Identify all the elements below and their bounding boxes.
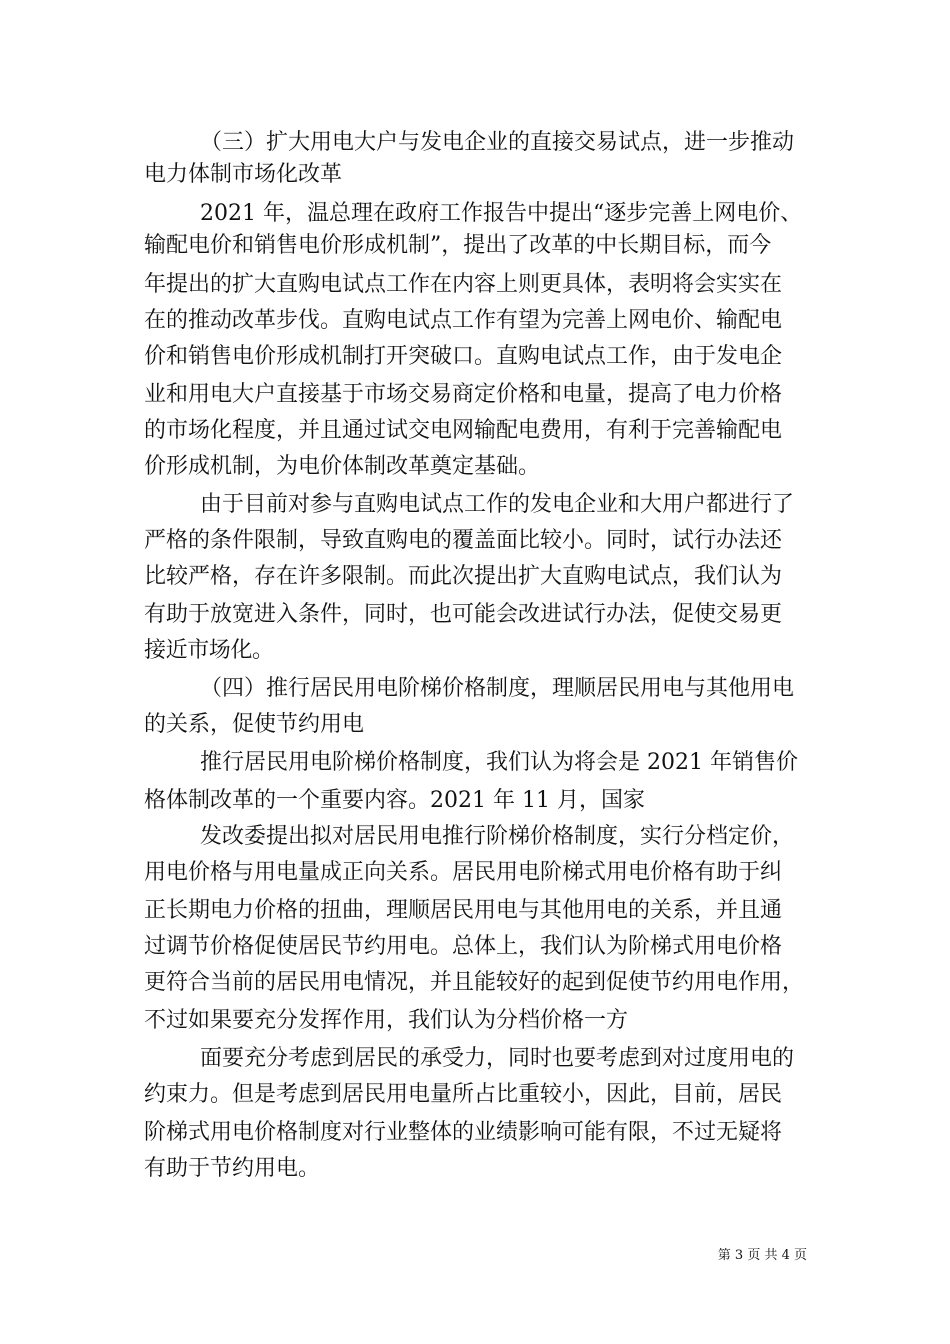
text-line: 价和销售电价形成机制打开突破口。直购电试点工作，由于发电企: [144, 344, 783, 369]
page-footer: 第 3 页 共 4 页: [717, 1248, 807, 1263]
text-line: 有助于放宽进入条件，同时，也可能会改进试行办法，促使交易更: [144, 602, 783, 627]
text-line: 阶梯式用电价格制度对行业整体的业绩影响可能有限，不过无疑将: [144, 1120, 783, 1145]
text-line: 业和用电大户直接基于市场交易商定价格和电量，提高了电力价格: [144, 382, 783, 407]
text-line: 输配电价和销售电价形成机制”，提出了改革的中长期目标，而今: [144, 233, 772, 258]
text-line: （四）推行居民用电阶梯价格制度，理顺居民用电与其他用电: [200, 676, 795, 701]
text-line: 发改委提出拟对居民用电推行阶梯价格制度，实行分档定价，: [200, 824, 795, 849]
text-line: 的市场化程度，并且通过试交电网输配电费用，有利于完善输配电: [144, 418, 783, 443]
text-line: 有助于节约用电。: [144, 1156, 321, 1181]
text-line: 更符合当前的居民用电情况，并且能较好的起到促使节约用电作用，: [144, 970, 805, 995]
text-line: 比较严格，存在许多限制。而此次提出扩大直购电试点，我们认为: [144, 564, 783, 589]
text-line: 价形成机制，为电价体制改革奠定基础。: [144, 454, 541, 479]
text-line: 的关系，促使节约用电: [144, 712, 365, 737]
text-line: 面要充分考虑到居民的承受力，同时也要考虑到对过度用电的: [200, 1046, 795, 1071]
text-line: 格体制改革的一个重要内容。2021 年 11 月，国家: [144, 788, 645, 813]
text-line: 2021 年，温总理在政府工作报告中提出“逐步完善上网电价、: [200, 201, 803, 226]
text-line: 由于目前对参与直购电试点工作的发电企业和大用户都进行了: [200, 492, 795, 517]
text-line: 不过如果要充分发挥作用，我们认为分档价格一方: [144, 1008, 629, 1033]
text-line: 年提出的扩大直购电试点工作在内容上则更具体，表明将会实实在: [144, 272, 783, 297]
text-line: （三）扩大用电大户与发电企业的直接交易试点，进一步推动: [200, 130, 795, 155]
text-line: 电力体制市场化改革: [144, 162, 343, 187]
text-line: 过调节价格促使居民节约用电。总体上，我们认为阶梯式用电价格: [144, 934, 783, 959]
text-line: 严格的条件限制，导致直购电的覆盖面比较小。同时，试行办法还: [144, 528, 783, 553]
text-line: 正长期电力价格的扭曲，理顺居民用电与其他用电的关系，并且通: [144, 898, 783, 923]
text-line: 推行居民用电阶梯价格制度，我们认为将会是 2021 年销售价: [200, 750, 798, 775]
text-line: 接近市场化。: [144, 638, 274, 663]
text-line: 在的推动改革步伐。直购电试点工作有望为完善上网电价、输配电: [144, 308, 783, 333]
text-line: 用电价格与用电量成正向关系。居民用电阶梯式用电价格有助于纠: [144, 860, 783, 885]
text-line: 约束力。但是考虑到居民用电量所占比重较小，因此，目前，居民: [144, 1082, 783, 1107]
